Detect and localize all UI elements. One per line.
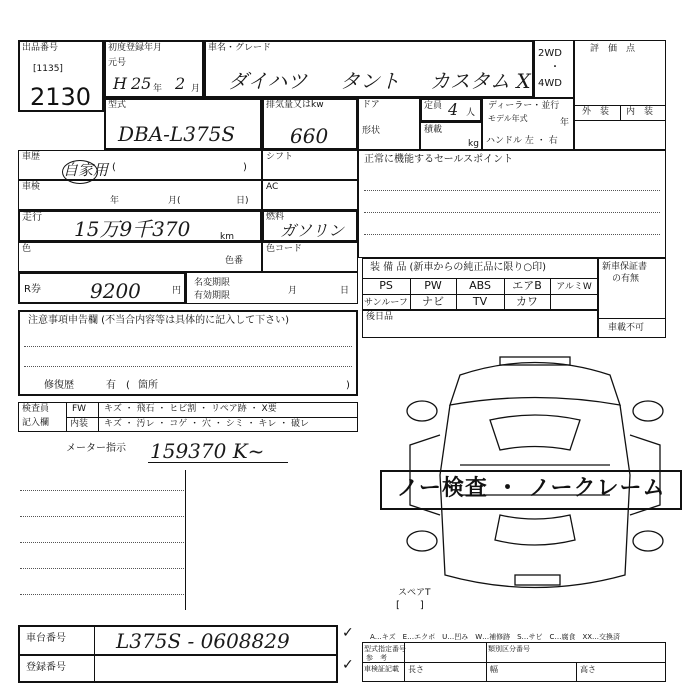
- exterior-label: 外 装: [582, 107, 610, 117]
- repair-value: 有: [106, 380, 116, 391]
- transfer-label-2: 有効期限: [194, 291, 231, 301]
- shift-label: シフト: [266, 152, 294, 162]
- width-label: 幅: [490, 665, 498, 674]
- inspector-inner: 内装: [70, 419, 89, 429]
- history-label: 車歴: [22, 152, 41, 162]
- inspector-line-1: キズ ・ 飛石 ・ ヒビ割 ・ リペア跡 ・ X要: [104, 404, 277, 414]
- mileage-value: 15万9千370: [74, 217, 191, 241]
- spare-bracket: [ ]: [396, 600, 424, 611]
- capacity-unit: 人: [466, 108, 476, 118]
- shape-label: 形状: [362, 126, 381, 136]
- history-value: 自家用: [63, 161, 109, 179]
- type-label: 型式: [108, 100, 127, 110]
- damage-legend: A…キズ E…エクボ U…凹み W…補修跡 S…サビ C…腐食 XX…交換済: [370, 633, 621, 641]
- transfer-month: 月: [288, 286, 298, 296]
- month-value: 2: [175, 74, 186, 93]
- recycle-unit: 円: [172, 286, 182, 296]
- repair-paren-close: ): [346, 380, 350, 391]
- equip-leather: カワ: [516, 295, 538, 308]
- model-value: タント: [340, 69, 400, 93]
- transfer-day: 日: [340, 286, 350, 296]
- warranty-label-1: 新車保証書: [602, 262, 648, 272]
- lot-sub: [1135]: [33, 64, 63, 74]
- lot-label: 出品番号: [22, 43, 59, 53]
- capacity-label: 定員: [424, 101, 443, 111]
- type-value: DBA-L375S: [118, 122, 236, 146]
- ref-label: 参 考: [366, 654, 387, 662]
- drive-4wd: 4WD: [538, 78, 562, 89]
- rear-seat-label: 後日品: [366, 312, 394, 322]
- equip-airbag: エアB: [512, 279, 542, 292]
- warranty-label-3: 車載不可: [608, 323, 645, 333]
- drive-sep: ・: [550, 62, 560, 73]
- era-label: 元号: [108, 58, 127, 68]
- first-reg-label: 初度登録年月: [108, 43, 163, 53]
- score-box: [574, 40, 666, 150]
- equip-abs: ABS: [469, 279, 491, 292]
- equip-pw: PW: [424, 279, 442, 292]
- inspection-day: 日): [236, 196, 249, 206]
- history-box: [18, 150, 262, 180]
- history-paren: (: [112, 162, 116, 173]
- inspection-box: [18, 180, 262, 210]
- fuel-value: ガソリン: [280, 221, 345, 240]
- interior-label: 内 装: [626, 107, 654, 117]
- no-claim-stamp: ノー検査 ・ ノークレーム: [380, 470, 682, 510]
- handle-label: ハンドル 左 ・ 右: [486, 136, 558, 146]
- transfer-label-1: 名変期限: [194, 278, 231, 288]
- inspection-label: 車検: [22, 182, 41, 192]
- equip-alloy: アルミW: [556, 282, 592, 292]
- equip-navi: ナビ: [422, 295, 444, 308]
- recycle-label: R券: [24, 284, 41, 295]
- model-year-unit: 年: [560, 118, 570, 128]
- model-year-label: モデル年式: [488, 114, 528, 123]
- spare-label: スペアT: [398, 588, 431, 598]
- form-label-1: 型式指定番号: [364, 645, 406, 653]
- chassis-label: 車台番号: [26, 633, 66, 644]
- month-unit: 月: [191, 84, 201, 94]
- dealer-label: ディーラー・並行: [488, 101, 560, 111]
- era-value: H: [113, 74, 127, 93]
- displacement-value: 660: [290, 124, 329, 148]
- check-mark-1: ✓: [342, 625, 354, 641]
- height-label: 高さ: [580, 665, 596, 674]
- recycle-value: 9200: [90, 279, 141, 303]
- inspector-label-2: 記入欄: [22, 418, 50, 428]
- ac-label: AC: [266, 182, 279, 192]
- displacement-label: 排気量又はkw: [266, 100, 324, 110]
- notes-title: 注意事項申告欄 (不当合内容等は具体的に記入して下さい): [28, 315, 289, 326]
- history-paren-close: ): [243, 162, 247, 173]
- year-unit: 年: [153, 84, 163, 94]
- drive-2wd: 2WD: [538, 48, 562, 59]
- door-label: ドア: [362, 100, 380, 110]
- color-code-label: 色コード: [266, 244, 303, 254]
- inspector-fw: FW: [72, 404, 87, 414]
- score-label: 評 価 点: [590, 44, 636, 54]
- year-value: 25: [131, 74, 152, 93]
- check-mark-2: ✓: [342, 657, 354, 673]
- meter-label: メーター指示: [66, 443, 126, 454]
- color-label: 色: [22, 244, 32, 254]
- inspection-year: 年: [110, 196, 120, 206]
- inspector-label-1: 検査員: [22, 404, 50, 414]
- repair-place: 箇所: [138, 380, 158, 391]
- equipment-title: 装 備 品 (新車からの純正品に限り○印): [370, 262, 547, 273]
- reg-label: 登録番号: [26, 662, 66, 673]
- equip-ps: PS: [379, 279, 393, 292]
- fuel-label: 燃料: [266, 212, 285, 222]
- mileage-unit: km: [220, 232, 234, 242]
- lot-number: 2130: [30, 83, 92, 111]
- warranty-label-2: の有無: [612, 274, 640, 284]
- color-no-label: 色番: [225, 256, 244, 266]
- equip-sunroof: サンルーフ: [364, 298, 408, 308]
- inspector-line-2: キズ ・ 汚レ ・ コゲ ・ 穴 ・ シミ ・ キレ ・ 破レ: [104, 419, 310, 429]
- load-label: 積載: [424, 125, 443, 135]
- chassis-value: L375S - 0608829: [116, 629, 290, 653]
- rear-seat-box: [362, 310, 598, 338]
- maker-value: ダイハツ: [228, 69, 308, 93]
- equip-tv: TV: [472, 295, 488, 308]
- load-unit: kg: [468, 139, 479, 149]
- meter-value: 159370 K~: [150, 439, 265, 463]
- repair-label: 修復歴: [44, 380, 74, 391]
- length-label: 長さ: [408, 665, 424, 674]
- record-label: 車検証記載: [364, 665, 399, 673]
- form-label-2: 類別区分番号: [488, 645, 530, 653]
- capacity-value: 4: [448, 100, 459, 119]
- sales-point-title: 正常に機能するセールスポイント: [364, 154, 514, 165]
- car-name-label: 車名・グレード: [208, 43, 272, 53]
- repair-paren: (: [126, 380, 130, 391]
- sales-point-box: [358, 150, 666, 258]
- inspection-month: 月(: [168, 196, 181, 206]
- grade-value: カスタム X: [430, 69, 531, 93]
- mileage-label: 走行: [22, 212, 42, 223]
